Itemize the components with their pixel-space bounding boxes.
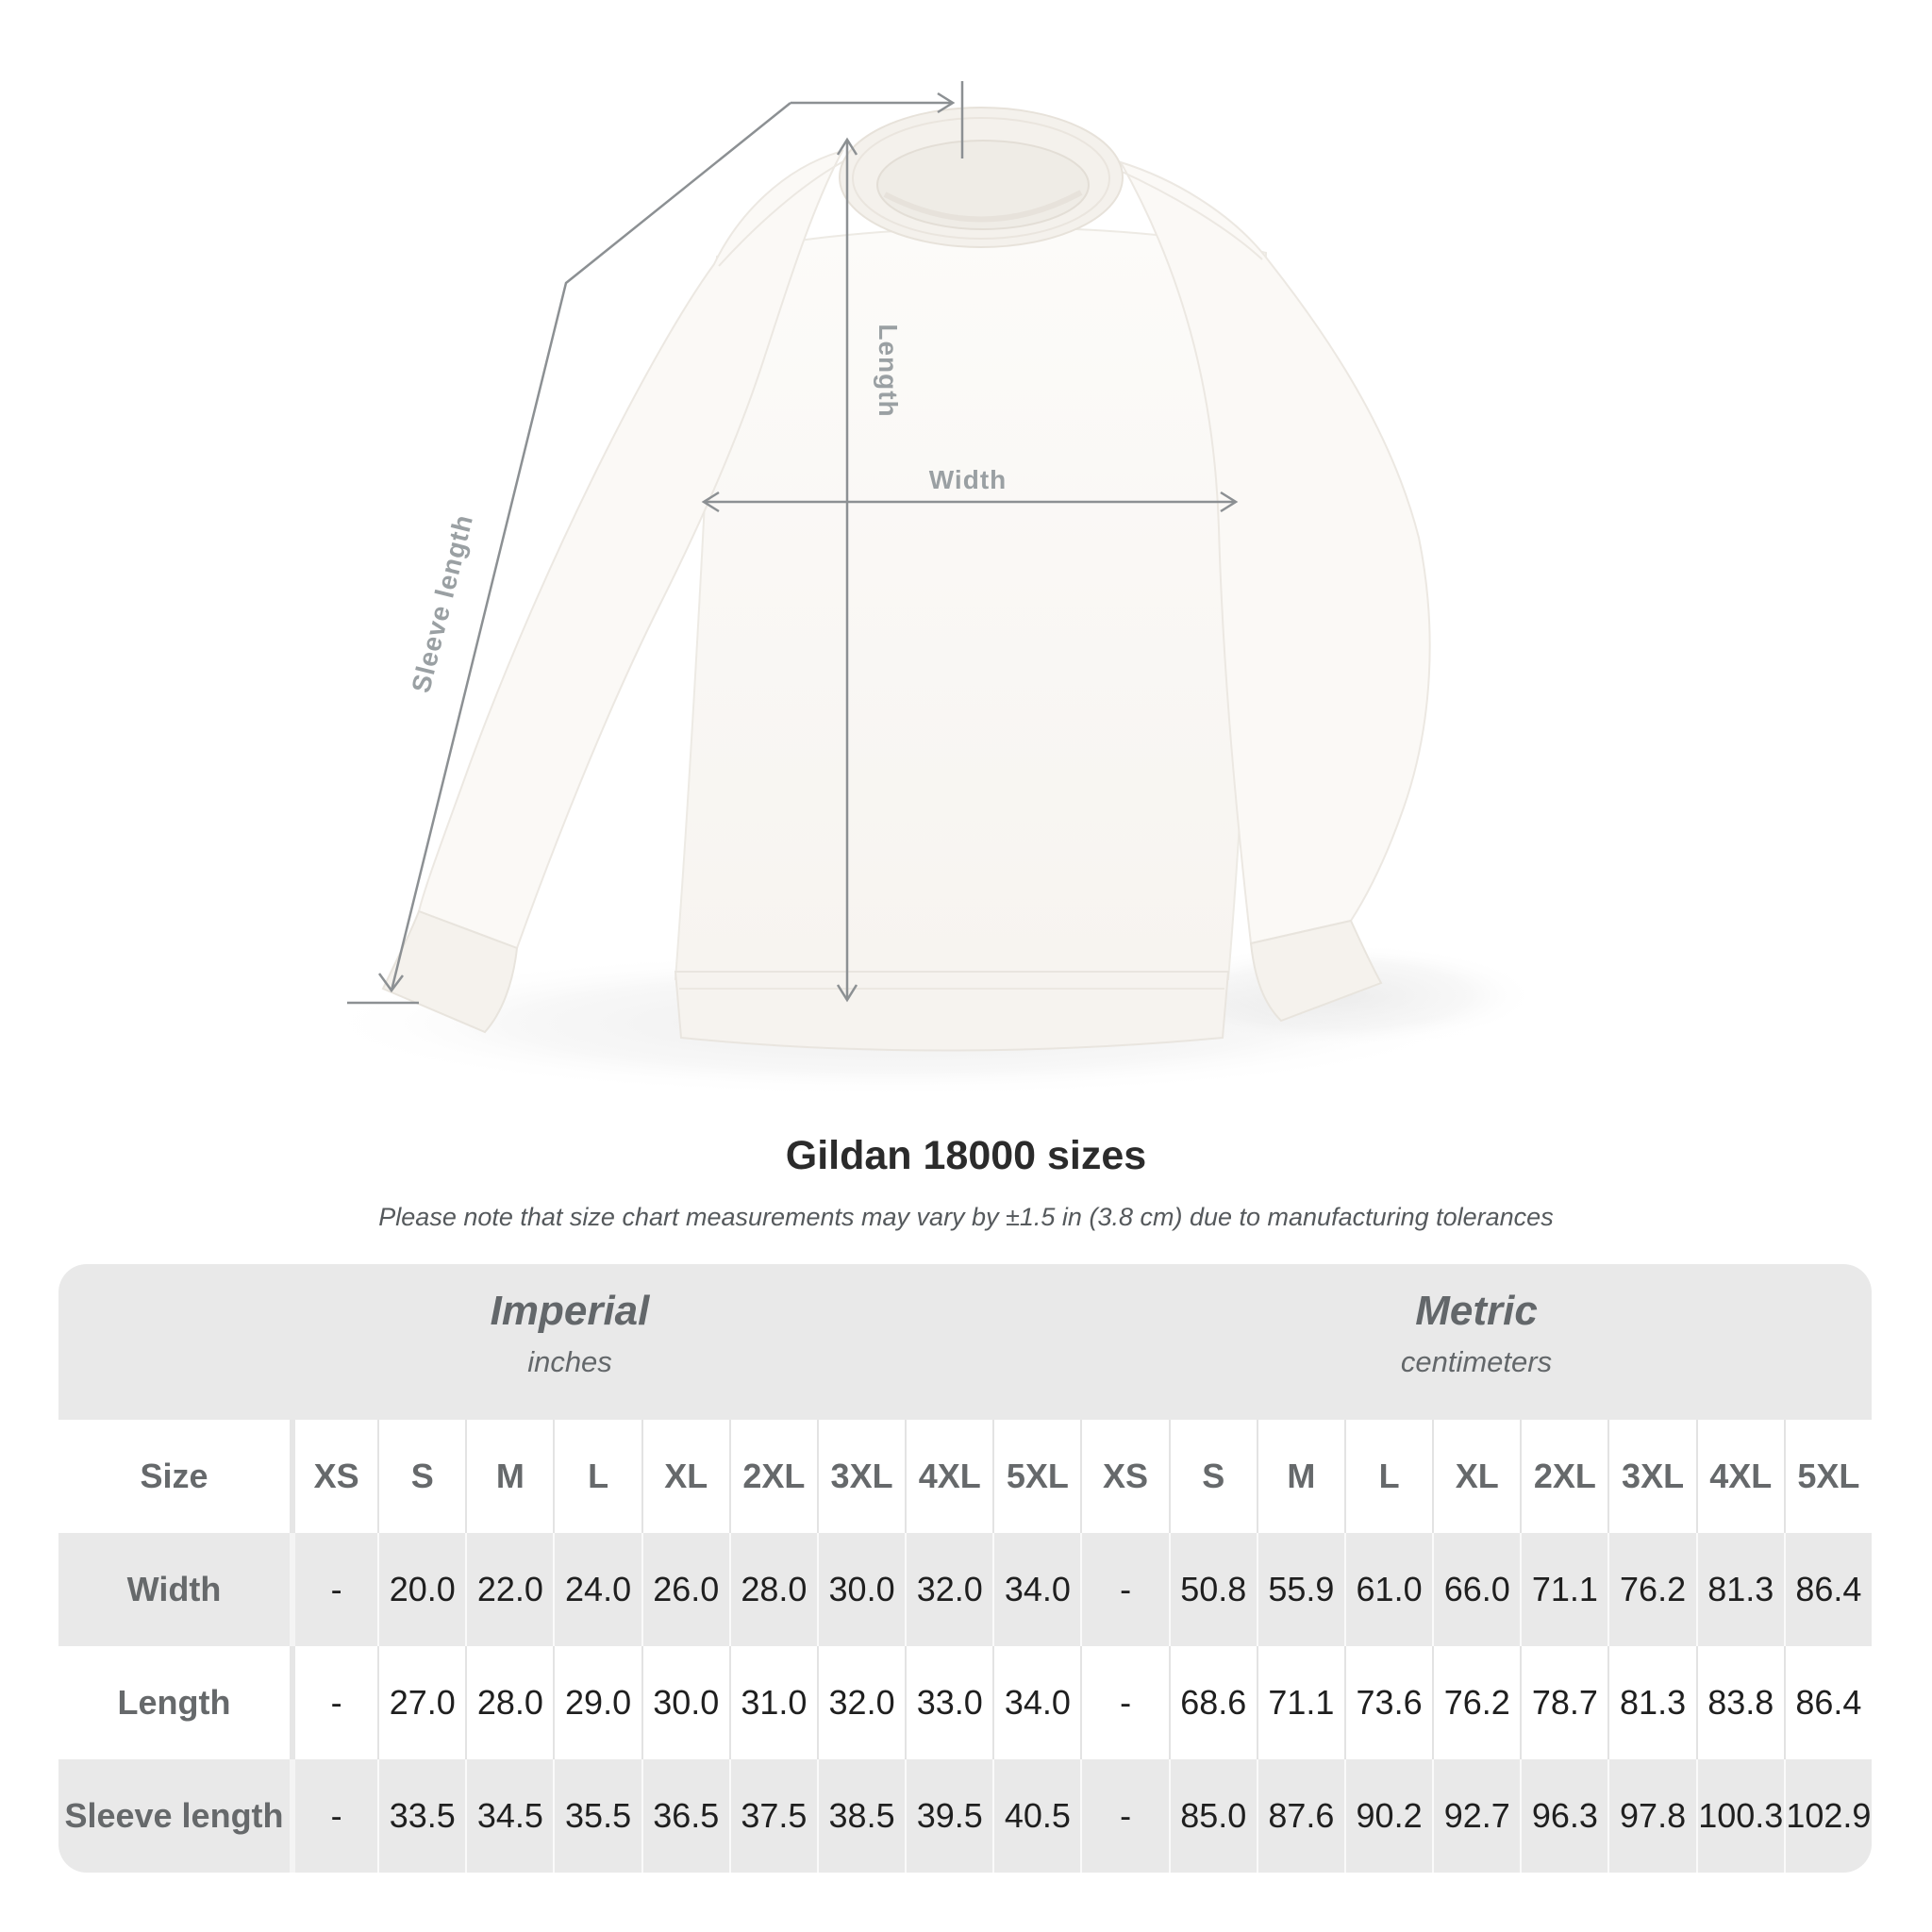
size-header-metric-xs: XS [1080,1420,1168,1533]
size-header-metric-3xl: 3XL [1607,1420,1695,1533]
value-cell-metric: 78.7 [1520,1646,1607,1759]
value-cell-metric: 90.2 [1344,1759,1432,1873]
row-label: Width [126,1570,222,1608]
metric-label: Metric [1415,1288,1538,1334]
width-label: Width [928,465,1008,494]
measurement-row-sleeve-length [58,1759,1872,1873]
size-header-metric-2xl: 2XL [1520,1420,1607,1533]
value-cell-imperial: 35.5 [553,1759,641,1873]
imperial-unit-label: inches [527,1345,612,1378]
size-header-metric-4xl: 4XL [1696,1420,1784,1533]
value-cell-imperial: 38.5 [817,1759,905,1873]
value-cell-metric: - [1080,1759,1168,1873]
value-cell-imperial: - [290,1646,377,1759]
value-cell-metric: 76.2 [1607,1533,1695,1646]
value-cell-metric: 87.6 [1257,1759,1344,1873]
size-header-imperial-xs: XS [290,1420,377,1533]
value-cell-metric: 61.0 [1344,1533,1432,1646]
sweatshirt-hem-band [675,972,1228,1051]
size-table-grid [58,1420,1872,1873]
value-cell-imperial: 36.5 [641,1759,729,1873]
value-cell-metric: 92.7 [1432,1759,1520,1873]
value-cell-metric: 71.1 [1257,1646,1344,1759]
value-cell-imperial: 39.5 [905,1759,992,1873]
value-cell-imperial: 27.0 [377,1646,465,1759]
size-header-imperial-xl: XL [641,1420,729,1533]
value-cell-imperial: 30.0 [817,1533,905,1646]
value-cell-metric: 73.6 [1344,1646,1432,1759]
value-cell-metric: 50.8 [1169,1533,1257,1646]
value-cell-metric: - [1080,1646,1168,1759]
size-header-imperial-3xl: 3XL [817,1420,905,1533]
value-cell-metric: 66.0 [1432,1533,1520,1646]
size-header-imperial-l: L [553,1420,641,1533]
value-cell-metric: 83.8 [1696,1646,1784,1759]
value-cell-imperial: 22.0 [465,1533,553,1646]
measurement-row-length [58,1646,1872,1759]
metric-unit-label: centimeters [1400,1345,1553,1378]
row-label: Sleeve length [64,1796,284,1835]
size-header-imperial-5xl: 5XL [992,1420,1080,1533]
unit-group-metric [1081,1287,1872,1420]
value-cell-imperial: 30.0 [641,1646,729,1759]
size-header-metric-5xl: 5XL [1784,1420,1872,1533]
value-cell-imperial: 34.0 [992,1646,1080,1759]
size-header-metric-l: L [1344,1420,1432,1533]
sleeve-length-label: Sleeve length [406,511,479,696]
size-header-metric-xl: XL [1432,1420,1520,1533]
value-cell-imperial: - [290,1759,377,1873]
collar-opening [877,141,1089,229]
size-header-imperial-2xl: 2XL [729,1420,817,1533]
length-label: Length [874,324,903,418]
size-header-metric-m: M [1257,1420,1344,1533]
value-cell-metric: 85.0 [1169,1759,1257,1873]
value-cell-imperial: 32.0 [817,1646,905,1759]
value-cell-metric: 68.6 [1169,1646,1257,1759]
value-cell-metric: 100.3 [1696,1759,1784,1873]
size-header-imperial-4xl: 4XL [905,1420,992,1533]
value-cell-imperial: 28.0 [729,1533,817,1646]
value-cell-metric: 86.4 [1784,1646,1872,1759]
value-cell-imperial: 33.0 [905,1646,992,1759]
value-cell-imperial: 20.0 [377,1533,465,1646]
value-cell-metric: 96.3 [1520,1759,1607,1873]
value-cell-metric: 102.9 [1784,1759,1872,1873]
size-table [58,1264,1872,1873]
imperial-label: Imperial [490,1288,650,1334]
value-cell-imperial: - [290,1533,377,1646]
value-cell-metric: 76.2 [1432,1646,1520,1759]
size-header-imperial-m: M [465,1420,553,1533]
value-cell-metric: 55.9 [1257,1533,1344,1646]
value-cell-imperial: 24.0 [553,1533,641,1646]
measurement-row-width [58,1533,1872,1646]
value-cell-imperial: 26.0 [641,1533,729,1646]
row-label: Length [117,1683,231,1722]
size-header-metric-s: S [1169,1420,1257,1533]
page-subtitle: Please note that size chart measurements may vary by ±1.5 in (3.8 cm) due to manufacturing tolerances [378,1203,1554,1231]
value-cell-imperial: 34.0 [992,1533,1080,1646]
value-cell-metric: - [1080,1533,1168,1646]
value-cell-imperial: 31.0 [729,1646,817,1759]
value-cell-imperial: 33.5 [377,1759,465,1873]
value-cell-imperial: 37.5 [729,1759,817,1873]
value-cell-imperial: 34.5 [465,1759,553,1873]
size-header-row [58,1420,1872,1533]
value-cell-metric: 71.1 [1520,1533,1607,1646]
value-cell-metric: 81.3 [1607,1646,1695,1759]
size-col-header: Size [140,1457,208,1495]
value-cell-imperial: 29.0 [553,1646,641,1759]
value-cell-metric: 97.8 [1607,1759,1695,1873]
value-cell-imperial: 40.5 [992,1759,1080,1873]
value-cell-metric: 86.4 [1784,1533,1872,1646]
value-cell-imperial: 28.0 [465,1646,553,1759]
page-title: Gildan 18000 sizes [785,1133,1147,1178]
value-cell-metric: 81.3 [1696,1533,1784,1646]
value-cell-imperial: 32.0 [905,1533,992,1646]
unit-group-imperial [58,1287,1081,1420]
size-header-imperial-s: S [377,1420,465,1533]
unit-header-band [58,1264,1872,1420]
